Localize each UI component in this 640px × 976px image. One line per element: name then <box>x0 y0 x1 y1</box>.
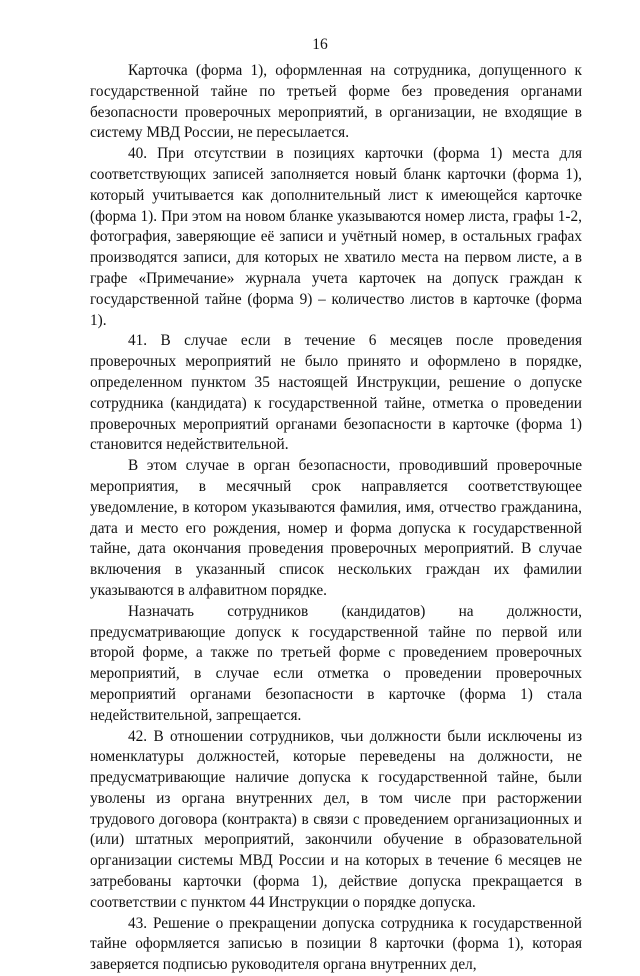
paragraph-notification: В этом случае в орган безопасности, проводивший проверочные мероприятия, в месячный срок направляется соответствующее уведомление, в котором указываются фамилия, имя, отчество гражданина, дата и место его рождения, номер и форма допуска к государственной тайне, дата окончания проведения проверочных мероприятий. В случае включения в указанный список нескольких граждан их фамилии указываются в алфавитном порядке. <box>90 457 582 599</box>
paragraph-card-not-forwarded: Карточка (форма 1), оформленная на сотрудника, допущенного к государственной тайне по третьей форме без проведения органами безопасности проверочных мероприятий, в организации, не входящие в систему МВД России, не пересылается. <box>90 62 582 142</box>
paragraph-41: 41. В случае если в течение 6 месяцев после проведения проверочных мероприятий не было принято и оформлено в порядке, определенном пунктом 35 настоящей Инструкции, решение о допуске сотрудника (кандидата) к государственной тайне, отметка о проведении проверочных мероприятий органами безопасности в карточке (форма 1) становится недействительной. <box>90 332 582 454</box>
paragraph-42: 42. В отношении сотрудников, чьи должности были исключены из номенклатуры должностей, которые переведены на должности, не предусматривающие наличие допуска к государственной тайне, были уволены из органа внутренних дел, в том числе при расторжении трудового договора (контракта) в связи с проведением организационных и (или) штатных мероприятий, закончили обучение в образовательной организации системы МВД России и на которых в течение 6 месяцев не затребованы карточки (форма 1), действие допуска прекращается в соответствии с пунктом 44 Инструкции о порядке допуска. <box>90 727 582 911</box>
paragraph-43: 43. Решение о прекращении допуска сотрудника к государственной тайне оформляется записью в позиции 8 карточки (форма 1), которая заверяется подписью руководителя органа внутренних дел, <box>90 914 582 974</box>
paragraph-appointment-prohibited: Назначать сотрудников (кандидатов) на должности, предусматривающие допуск к государственной тайне по первой или второй форме, а также по третьей форме с проведением проверочных мероприятий, в случае если отметка о проведении проверочных мероприятий органами безопасности в карточке (форма 1) стала недействительной, запрещается. <box>90 602 582 724</box>
paragraph-40: 40. При отсутствии в позициях карточки (форма 1) места для соответствующих записей заполняется новый бланк карточки (форма 1), который учитывается как дополнительный лист к имеющейся карточке (форма 1). При этом на новом бланке указываются номер листа, графы 1-2, фотография, заверяющие её записи и учётный номер, в остальных графах производятся записи, для которых не хватило места на первом листе, а в графе «Примечание» журнала учета карточек на допуск граждан к государственной тайне (форма 9) – количество листов в карточке (форма 1). <box>90 145 582 329</box>
document-body <box>90 61 582 976</box>
page-number: 16 <box>312 36 328 53</box>
